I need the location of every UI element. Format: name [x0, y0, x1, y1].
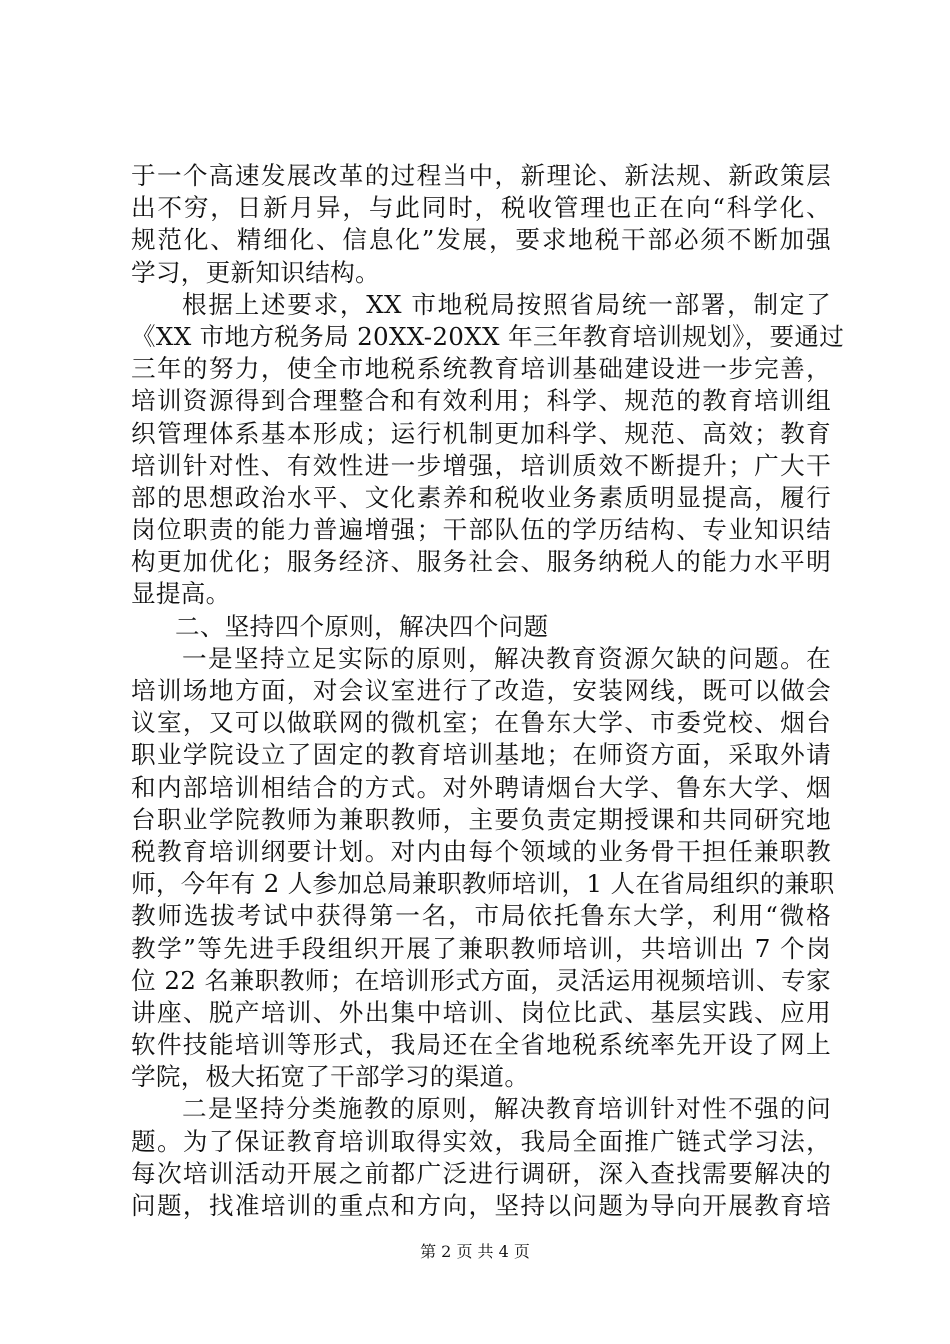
section-heading: 二、坚持四个原则，解决四个问题: [175, 611, 549, 641]
text-line: 教学”等先进手段组织开展了兼职教师培训，共培训出 7 个岗: [131, 933, 831, 963]
text-line: 构更加优化；服务经济、服务社会、服务纳税人的能力水平明: [131, 547, 831, 577]
text-line: 规范化、精细化、信息化”发展，要求地税干部必须不断加强: [131, 225, 831, 255]
paragraph-first-line: 一是坚持立足实际的原则，解决教育资源欠缺的问题。在: [182, 643, 831, 673]
text-line: 位 22 名兼职教师；在培训形式方面，灵活运用视频培训、专家: [131, 965, 831, 995]
text-line: 教师选拔考试中获得第一名，市局依托鲁东大学，利用“微格: [131, 901, 831, 931]
paragraph-end-line: 显提高。: [131, 579, 231, 609]
text-line: 三年的努力，使全市地税系统教育培训基础建设进一步完善，: [131, 354, 831, 384]
document-body: [131, 160, 845, 1222]
text-line: 出不穷，日新月异，与此同时，税收管理也正在向“科学化、: [131, 193, 831, 223]
paragraph-end-line: 学习，更新知识结构。: [131, 257, 380, 287]
paragraph-end-line: 学院，极大拓宽了干部学习的渠道。: [131, 1062, 530, 1092]
text-line: 议室，又可以做联网的微机室；在鲁东大学、市委党校、烟台: [131, 708, 831, 738]
text-line: 于一个高速发展改革的过程当中，新理论、新法规、新政策层: [131, 161, 831, 190]
text-line: 问题，找准培训的重点和方向，坚持以问题为导向开展教育培: [131, 1191, 831, 1220]
paragraph-first-line: 根据上述要求，XX 市地税局按照省局统一部署，制定了: [182, 289, 831, 319]
text-line: 师，今年有 2 人参加总局兼职教师培训，1 人在省局组织的兼职: [131, 869, 835, 899]
text-line: 《XX 市地方税务局 20XX-20XX 年三年教育培训规划》，要通过: [131, 321, 845, 351]
text-line: 培训场地方面，对会议室进行了改造，安装网线，既可以做会: [131, 676, 831, 705]
text-line: 部的思想政治水平、文化素养和税收业务素质明显提高，履行: [131, 482, 831, 512]
text-line: 每次培训活动开展之前都广泛进行调研，深入查找需要解决的: [131, 1158, 831, 1188]
text-line: 台职业学院教师为兼职教师，主要负责定期授课和共同研究地: [131, 804, 831, 834]
text-line: 培训针对性、有效性进一步增强，培训质效不断提升；广大干: [131, 450, 831, 480]
text-line: 题。为了保证教育培训取得实效，我局全面推广链式学习法，: [131, 1126, 831, 1156]
text-line: 讲座、脱产培训、外出集中培训、岗位比武、基层实践、应用: [131, 997, 831, 1027]
paragraph-first-line: 二是坚持分类施教的原则，解决教育培训针对性不强的问: [182, 1094, 831, 1124]
text-line: 岗位职责的能力普遍增强；干部队伍的学历结构、专业知识结: [131, 515, 831, 545]
text-line: 培训资源得到合理整合和有效利用；科学、规范的教育培训组: [131, 386, 831, 416]
text-line: 织管理体系基本形成；运行机制更加科学、规范、高效；教育: [131, 418, 831, 448]
text-line: 税教育培训纲要计划。对内由每个领域的业务骨干担任兼职教: [131, 836, 831, 866]
page-number-footer: 第 2 页 共 4 页: [420, 1242, 530, 1261]
text-line: 职业学院设立了固定的教育培训基地；在师资方面，采取外请: [131, 740, 831, 770]
text-line: 和内部培训相结合的方式。对外聘请烟台大学、鲁东大学、烟: [131, 772, 831, 802]
text-line: 软件技能培训等形式，我局还在全省地税系统率先开设了网上: [131, 1030, 831, 1060]
